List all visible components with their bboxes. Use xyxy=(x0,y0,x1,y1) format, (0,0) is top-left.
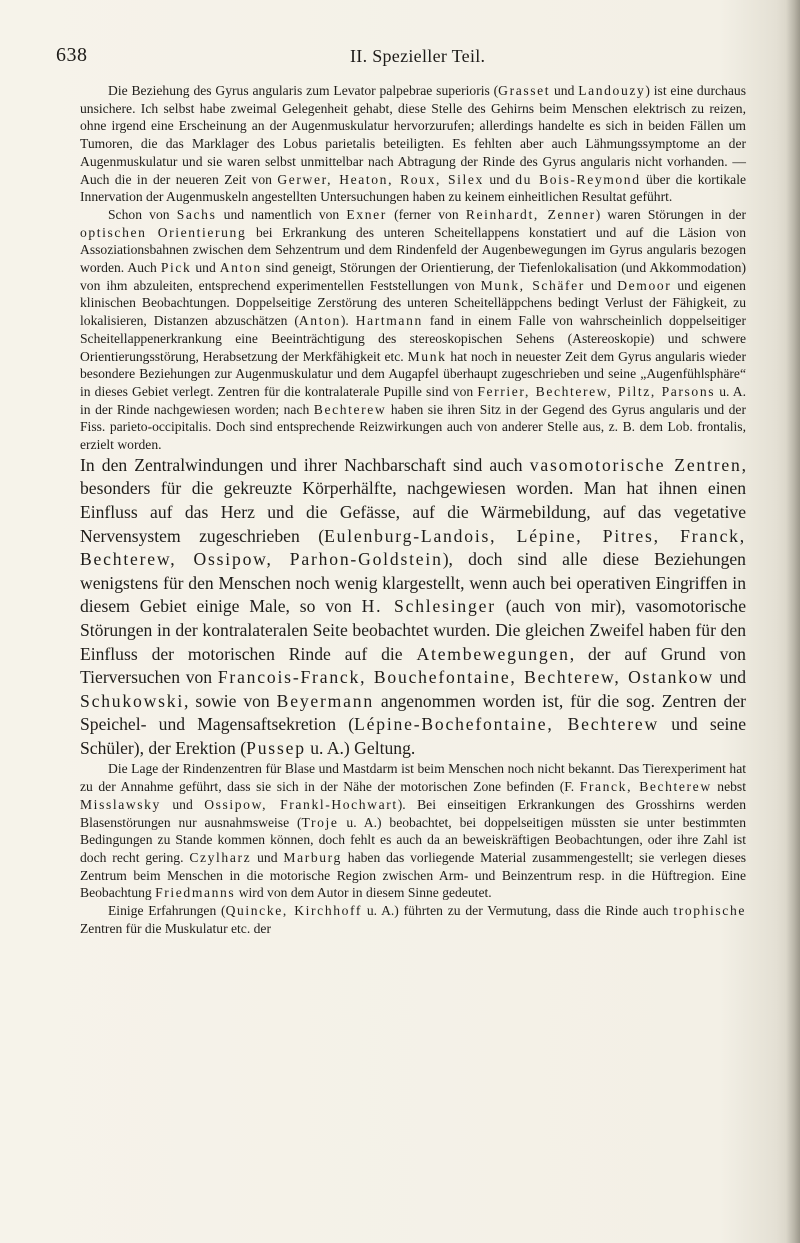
spaced-name: Schukowski xyxy=(80,690,185,711)
spaced-name: Ossipow, Frankl-Hochwart xyxy=(204,796,398,812)
page-header xyxy=(56,44,756,70)
text-run: Die Beziehung des Gyrus angularis zum Levator palpebrae superioris ( xyxy=(108,83,499,98)
spaced-name: Marburg xyxy=(283,850,342,865)
spaced-name: Exner xyxy=(346,206,387,222)
text-run: und xyxy=(584,277,618,293)
paragraph xyxy=(80,902,746,937)
text-run: haben das vorliegende Material zusammengestellt; sie verlegen dieses Zentrum beim Menschen in die motorische Region zwischen Arm- und Beinzentrum resp. in die Hüftregion. Eine Beobachtung xyxy=(80,850,747,901)
spaced-name: Troje xyxy=(301,814,339,830)
paragraph xyxy=(80,454,746,761)
spaced-name: Pick xyxy=(160,260,192,276)
spaced-name: Pussep xyxy=(246,737,306,758)
text-run: und seine Schüler), der Erektion ( xyxy=(80,714,746,758)
paragraph xyxy=(80,82,746,206)
paragraph xyxy=(80,760,746,902)
spaced-name: Reinhardt, Zenner xyxy=(465,206,596,222)
page-number: 638 xyxy=(56,44,88,66)
spaced-name: Bechterew xyxy=(313,401,387,417)
text-run: (auch von mir), vasomotorische Störungen in der kontralateralen Seite beobachtet wurden. Die gleichen Zweifel haben für den Einfluss der motorischen Rinde auf die xyxy=(80,596,746,664)
spaced-name: trophische xyxy=(673,903,746,919)
spaced-name: Franck, Bechterew xyxy=(579,779,712,795)
spaced-name: Demoor xyxy=(617,277,672,293)
text-run: Einige Erfahrungen ( xyxy=(108,903,226,919)
text-run: u. A.) führten zu der Vermutung, dass die Rinde auch xyxy=(362,903,674,919)
text-run: u. A. in der Rinde nachgewiesen worden; nach xyxy=(80,383,746,417)
page-edge-shadow xyxy=(786,0,800,1243)
body-text xyxy=(80,82,746,938)
spaced-name: du Bois-Reymond xyxy=(515,171,641,187)
spaced-name: Anton xyxy=(219,260,262,276)
spaced-name: vasomotorische Zentren xyxy=(529,454,742,475)
text-run: und eigenen klinischen Beobachtungen. Doppelseitige Zerstörung des unteren Scheitelläppchens bedingt Verlust der Fähigkeit, zu lokalisieren, Distanzen abzuschätzen ( xyxy=(80,277,746,329)
text-run: und xyxy=(160,796,205,812)
text-run: und xyxy=(550,83,579,98)
spaced-name: Czylharz xyxy=(189,850,252,865)
text-run: (ferner von xyxy=(386,206,466,222)
spaced-name: Sachs xyxy=(176,206,217,222)
text-run: bei Erkrankung des unteren Scheitellappens konstatiert und auf die Läsion von Assoziationsbahnen zwischen dem Sehzentrum und dem Rindenfeld der Augenbewegungen im Gyrus angularis bezogen worden. Auch xyxy=(80,224,747,276)
text-run: und xyxy=(191,260,220,276)
spaced-name: Hartmann xyxy=(355,313,423,329)
text-run: und xyxy=(713,667,746,688)
spaced-name: Quincke, Kirchhoff xyxy=(225,903,363,919)
spaced-name: H. Schlesinger xyxy=(361,596,496,617)
spaced-name: Atembewegungen xyxy=(416,643,570,664)
spaced-name: Grasset xyxy=(498,83,551,98)
spaced-name: Eulenburg-Landois, Lépine, Pitres, Franck, Bechterew, Ossipow, Parhon-Goldstein xyxy=(80,525,746,570)
text-run: , der auf Grund von Tierversuchen von xyxy=(80,643,746,688)
text-run: angenommen worden ist, für die sog. Zentren der Speichel- und Magensaftsekretion ( xyxy=(80,690,747,735)
text-run: und xyxy=(483,171,516,187)
text-run: Schon von xyxy=(108,206,177,222)
text-run: , sowie von xyxy=(184,690,277,711)
paragraph xyxy=(80,206,746,454)
text-run: über die kortikale Innervation der Augenmuskeln angestellten Untersuchungen haben zu keinem einheitlichen Resultat geführt. xyxy=(80,171,747,205)
spaced-name: Lépine-Bochefontaine, Bechterew xyxy=(354,714,660,735)
spaced-name: Beyermann xyxy=(276,690,374,711)
text-run: u. A.) beobachtet, bei doppelseitigen müssten sie unter bestimmten Bedingungen zu Stande kommen können, doch fehlt es auch da an beweiskräftigen Beobachtungen, oder ihre Zahl ist doch recht gering. xyxy=(80,814,746,865)
text-run: hat noch in neuester Zeit dem Gyrus angularis wieder besondere Beziehungen zur Augenmuskulatur und dem Augapfel überhaupt zugeschrieben und seine „Augenfühlsphäre“ in dieses Gebiet verlegt. Zentren für die kontralaterale Pupille sind von xyxy=(80,348,746,399)
text-run: Zentren für die Muskulatur etc. der xyxy=(80,920,271,936)
text-run: nebst xyxy=(711,779,746,795)
spaced-name: optischen Orientierung xyxy=(80,224,247,240)
text-run: ) ist eine durchaus unsichere. Ich selbst habe zweimal Gelegenheit gehabt, diese Stelle des Gehirns beim Menschen elektrisch zu reizen, ohne irgend eine Erscheinung an der Augenmuskulatur hervorzurufen; allerdings handelte es sich in beiden Fällen um Tumoren, die das Marklager des Lobus parietalis beteiligten. Es fehlten aber auch Lähmungssymptome an der Augenmuskulatur und sie waren selbst unmittelbar nach Abtragung der Rinde des Gyrus angularis nicht vorhanden. — Auch die in der neueren Zeit von xyxy=(80,83,746,187)
text-run: fand in einem Falle von wahrscheinlich doppelseitiger Scheitellappenerkrankung eine Beeinträchtigung des stereoskopischen Sehens (Astereoskopie) und schwere Orientierungsstörung, Herabsetzung der Merkfähigkeit etc. xyxy=(80,313,746,364)
text-run: haben sie ihren Sitz in der Gegend des Gyrus angularis und der Fiss. parieto-occipitalis. Doch sind entsprechende Reizwirkungen auch von anderer Stelle aus, z. B. dem Lob. frontalis, erzielt worden. xyxy=(80,401,746,453)
text-run: und xyxy=(251,850,284,865)
spaced-name: Ferrier, Bechterew, Piltz, Parsons xyxy=(477,383,716,399)
text-run: und namentlich von xyxy=(216,206,347,222)
text-run: ) waren Störungen in der xyxy=(595,206,747,222)
spaced-name: Anton xyxy=(298,313,341,329)
spaced-name: Munk, Schäfer xyxy=(480,277,585,293)
text-run: In den Zentralwindungen und ihrer Nachbarschaft sind auch xyxy=(80,454,530,475)
text-run: Die Lage der Rindenzentren für Blase und Mastdarm ist beim Menschen noch nicht bekannt. Das Tierexperiment hat zu der Annahme geführt, dass sie sich in der Nähe der motorischen Zone befinden (F. xyxy=(80,761,746,795)
spaced-name: Misslawsky xyxy=(80,796,161,812)
text-run: , besonders für die gekreuzte Körperhälfte, nachgewiesen worden. Man hat ihnen einen Einfluss auf das Herz und die Gefässe, auf die Wärmebildung, auf das vegetative Nervensystem zugeschrieben ( xyxy=(80,454,746,546)
text-run: u. A.) Geltung. xyxy=(305,737,416,758)
text-run: ). Bei einseitigen Erkrankungen des Grosshirns werden Blasenstörungen nur ausnahmsweise ( xyxy=(80,796,747,830)
text-run: sind geneigt, Störungen der Orientierung, der Tiefenlokalisation (und Akkommodation) von ihm abzuleiten, entsprechend experimentellen Feststellungen von xyxy=(80,260,746,293)
spaced-name: Landouzy xyxy=(578,83,646,98)
text-run: ), doch sind alle diese Beziehungen wenigstens für den Menschen noch wenig klargestellt, wenn auch bei operativen Eingriffen in diesem Gebiet einige Male, so von xyxy=(80,549,746,617)
spaced-name: Munk xyxy=(407,348,447,364)
running-head: II. Spezieller Teil. xyxy=(350,46,486,66)
text-run: wird von dem Autor in diesem Sinne gedeutet. xyxy=(235,885,492,901)
spaced-name: Francois-Franck, Bouchefontaine, Bechterew, Ostankow xyxy=(217,667,714,688)
text-run: ). xyxy=(340,313,356,329)
spaced-name: Gerwer, Heaton, Roux, Silex xyxy=(277,171,484,187)
spaced-name: Friedmanns xyxy=(155,885,236,901)
